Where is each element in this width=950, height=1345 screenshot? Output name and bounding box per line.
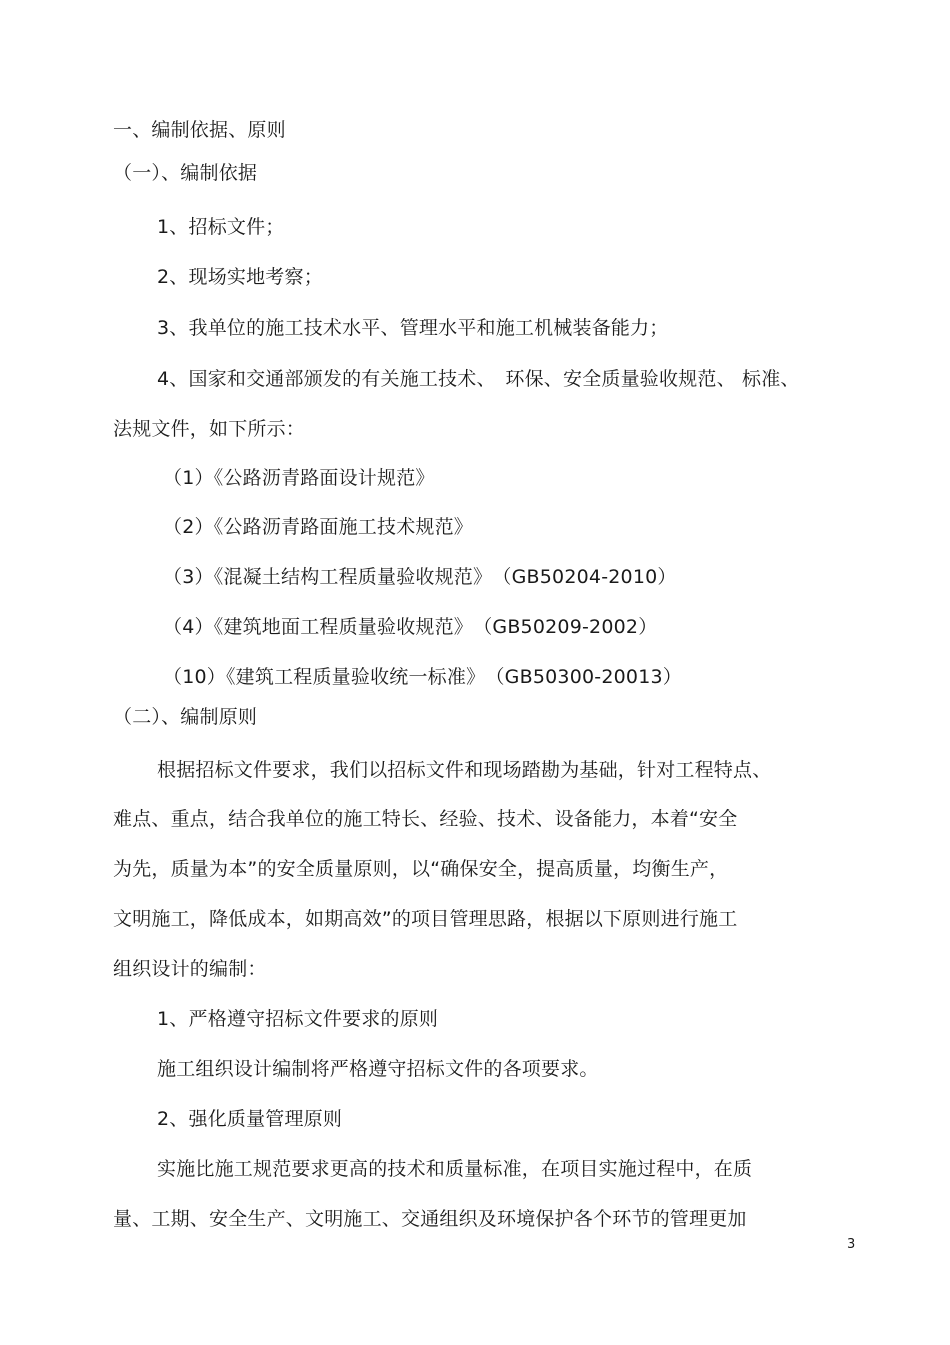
paragraph-line: 根据招标文件要求，我们以招标文件和现场踏勘为基础，针对工程特点、	[157, 759, 772, 781]
paragraph-line: 量、工期、安全生产、文明施工、交通组织及环境保护各个环节的管理更加	[113, 1208, 747, 1230]
paragraph-line: 难点、重点，结合我单位的施工特长、经验、技术、设备能力，本着“安全	[113, 808, 738, 830]
paragraph-line: 文明施工，降低成本，如期高效”的项目管理思路，根据以下原则进行施工	[113, 908, 738, 930]
standard-item: （1）《公路沥青路面设计规范》	[163, 467, 435, 489]
basis-item: 4、国家和交通部颁发的有关施工技术、 环保、安全质量验收规范、 标准、	[157, 368, 800, 390]
paragraph-line: 组织设计的编制：	[113, 958, 267, 980]
basis-item: 1、招标文件；	[157, 216, 285, 238]
standard-item: （2）《公路沥青路面施工技术规范》	[163, 516, 473, 538]
section-heading-basis: （一）、编制依据	[113, 162, 258, 184]
basis-item-continuation: 法规文件，如下所示：	[113, 418, 306, 440]
basis-item: 3、我单位的施工技术水平、管理水平和施工机械装备能力；	[157, 317, 669, 339]
section-heading-principles: （二）、编制原则	[113, 706, 258, 728]
page-number: 3	[847, 1237, 856, 1252]
paragraph-line: 为先，质量为本”的安全质量原则，以“确保安全，提高质量，均衡生产，	[113, 858, 729, 880]
standard-item: （3）《混凝土结构工程质量验收规范》 （GB50204-2010）	[163, 566, 677, 588]
basis-item: 2、现场实地考察；	[157, 266, 323, 288]
standard-item: （4）《建筑地面工程质量验收规范》 （GB50209-2002）	[163, 616, 658, 638]
paragraph-line: 实施比施工规范要求更高的技术和质量标准，在项目实施过程中，在质	[157, 1158, 753, 1180]
principle-title: 1、严格遵守招标文件要求的原则	[157, 1008, 439, 1030]
principle-title: 2、强化质量管理原则	[157, 1108, 343, 1130]
standard-item: （10）《建筑工程质量验收统一标准》 （GB50300-20013）	[163, 666, 682, 688]
chapter-heading: 一、编制依据、原则	[113, 119, 286, 141]
principle-text: 施工组织设计编制将严格遵守招标文件的各项要求。	[157, 1058, 599, 1080]
